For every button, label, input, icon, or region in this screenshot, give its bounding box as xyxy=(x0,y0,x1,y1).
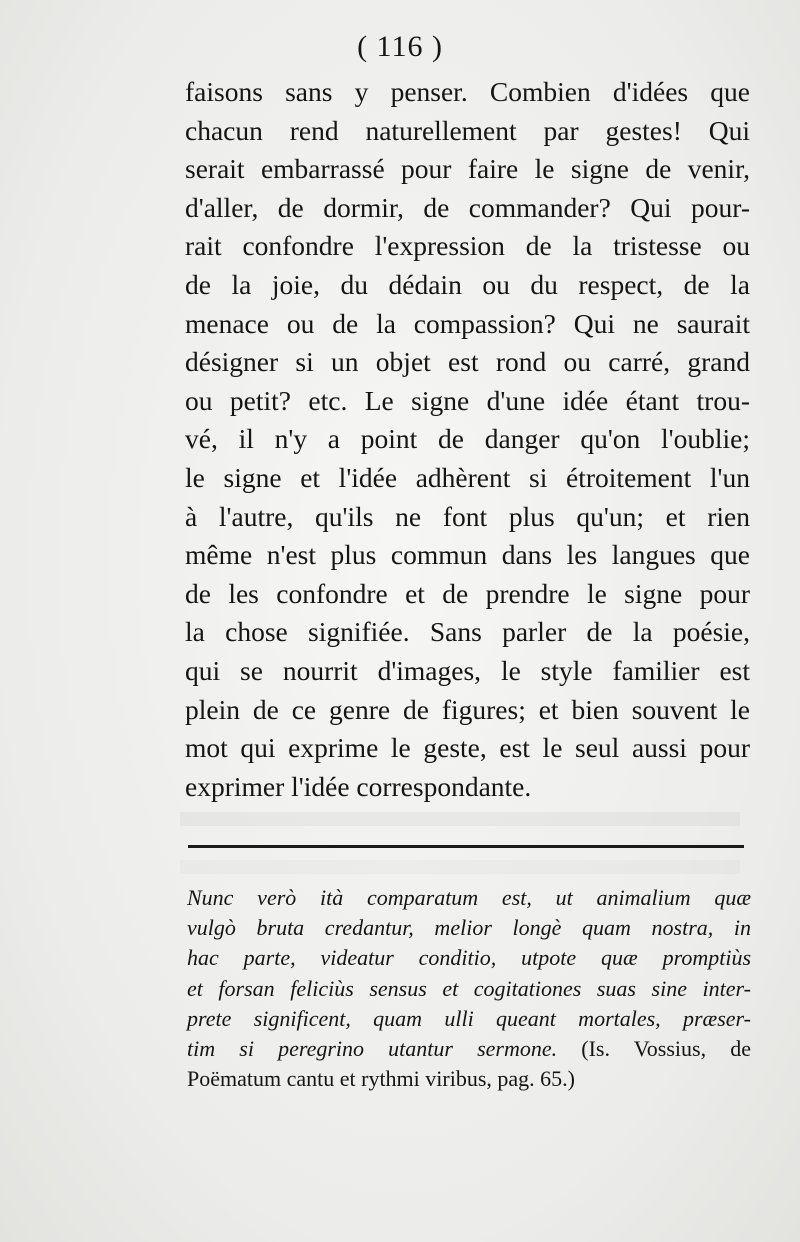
text-line: à l'autre, qu'ils ne font plus qu'un; et rien xyxy=(185,500,750,532)
footnote-citation-text: Poëmatum cantu et rythmi viribus, pag. 65.) xyxy=(187,1066,575,1092)
footnote-line xyxy=(187,1064,751,1094)
text-line: la chose signifiée. Sans parler de la poésie, xyxy=(185,616,750,648)
page-number: ( 116 ) xyxy=(357,30,443,63)
text-line: vé, il n'y a point de danger qu'on l'oublie; xyxy=(185,423,750,455)
footnote-latin-text: hac parte, videatur conditio, utpote quæ promptiùs xyxy=(187,945,751,971)
footnote xyxy=(187,883,751,1094)
text-line: plein de ce genre de figures; et bien souvent le xyxy=(185,693,750,725)
footnote-latin-text: Nunc verò ità comparatum est, ut animalium quæ xyxy=(187,885,751,910)
footnote-latin-text: vulgò bruta credantur, melior longè quam nostra, in xyxy=(187,915,751,941)
text-line: même n'est plus commun dans les langues que xyxy=(185,539,750,571)
footnote-line xyxy=(187,943,751,973)
text-line: faisons sans y penser. Combien d'idées que xyxy=(185,76,750,107)
text-line: mot qui exprime le geste, est le seul aussi pour xyxy=(185,732,750,764)
text-line: menace ou de la compassion? Qui ne saurait xyxy=(185,307,750,339)
text-line: chacun rend naturellement par gestes! Qui xyxy=(185,114,750,146)
text-line: rait confondre l'expression de la tristesse ou xyxy=(185,230,750,262)
text-line: qui se nourrit d'images, le style familier est xyxy=(185,654,750,686)
footnote-separator-rule xyxy=(188,845,744,848)
text-line: ou petit? etc. Le signe d'une idée étant trou- xyxy=(185,384,750,416)
footnote-latin-text: et forsan feliciùs sensus et cogitationes suas sine inter- xyxy=(187,975,751,1001)
text-line: de la joie, du dédain ou du respect, de la xyxy=(185,268,750,300)
text-line: le signe et l'idée adhèrent si étroitement l'un xyxy=(185,461,750,493)
footnote-line xyxy=(187,974,751,1004)
footnote-latin-text: tim si peregrino utantur sermone. xyxy=(187,1035,558,1061)
text-line: serait embarrassé pour faire le signe de venir, xyxy=(185,153,750,185)
footnote-line xyxy=(187,913,751,943)
text-line: désigner si un objet est rond ou carré, grand xyxy=(185,346,750,378)
text-line: d'aller, de dormir, de commander? Qui pour- xyxy=(185,191,750,223)
body-paragraph xyxy=(185,73,750,806)
footnote-latin-text: prete significent, quam ulli queant mortales, præser- xyxy=(187,1005,751,1031)
footnote-line xyxy=(187,1004,751,1034)
show-through-shadow xyxy=(180,812,740,826)
footnote-citation-text: (Is. Vossius, de xyxy=(557,1035,751,1061)
show-through-shadow xyxy=(180,860,740,874)
footnote-line xyxy=(187,1034,751,1064)
text-line: exprimer l'idée correspondante. xyxy=(185,770,532,802)
footnote-line xyxy=(187,883,751,913)
text-line: de les confondre et de prendre le signe pour xyxy=(185,577,750,609)
